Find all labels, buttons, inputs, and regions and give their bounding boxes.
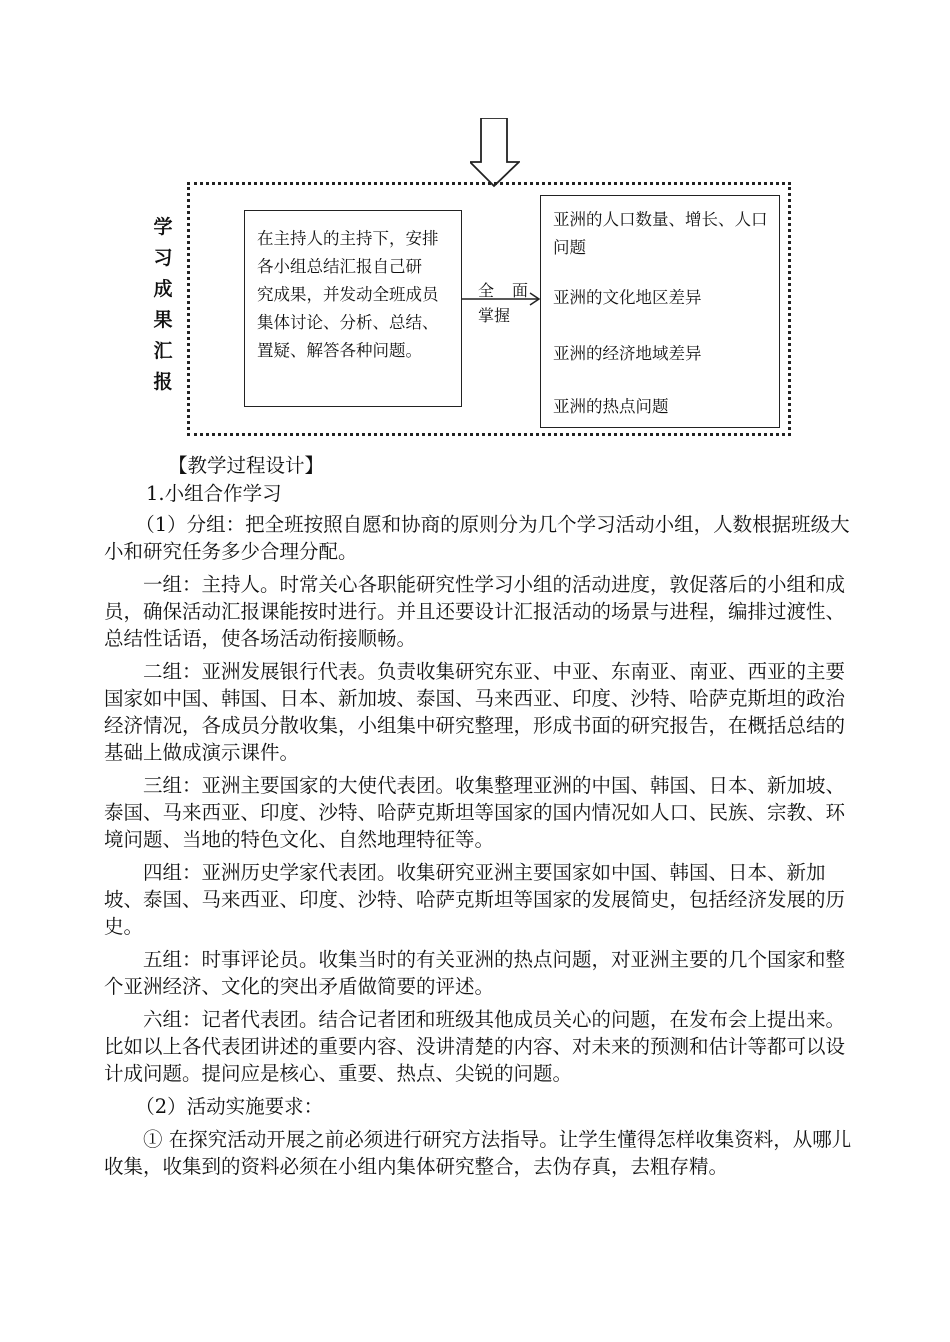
paragraph: （1）分组：把全班按照自愿和协商的原则分为几个学习活动小组，人数根据班级大小和研究任务多少合理分配。 xyxy=(104,513,850,563)
flow-diagram xyxy=(0,0,950,450)
section-title: 【教学过程设计】 xyxy=(168,454,325,477)
vertical-label-char: 成 xyxy=(153,278,173,300)
paragraph: 一组：主持人。时常关心各职能研究性学习小组的活动进度，敦促落后的小组和成员，确保活动汇报课能按时进行。并且还要设计汇报活动的场景与进程，编排过渡性、总结性话语，使各场活动衔接顺畅。 xyxy=(104,573,846,650)
topic-item: 亚洲的文化地区差异 xyxy=(553,288,702,307)
host-summary-box xyxy=(244,210,462,407)
box-line: 各小组总结汇报自己研 xyxy=(257,257,422,276)
vertical-label-char: 果 xyxy=(153,309,173,331)
connector-label-top: 全面 xyxy=(478,281,547,300)
vertical-label-char: 报 xyxy=(153,371,173,393)
box-line: 在主持人的主持下，安排 xyxy=(257,229,439,248)
box-line: 置疑、解答各种问题。 xyxy=(257,341,422,360)
document-body xyxy=(104,452,864,1186)
requirement-item: ① 在探究活动开展之前必须进行研究方法指导。让学生懂得怎样收集资料，从哪儿收集，收集到的资料必须在小组内集体研究整合，去伪存真，去粗存精。 xyxy=(104,1128,852,1178)
paragraph: 六组：记者代表团。结合记者团和班级其他成员关心的问题，在发布会上提出来。比如以上各代表团讲述的重要内容、没讲清楚的内容、对未来的预测和估计等都可以设计成问题。提问应是核心、重要、热点、尖锐的问题。 xyxy=(104,1008,846,1085)
topic-item: 亚洲的人口数量、增长、人口问题 xyxy=(553,210,768,257)
paragraph: 四组：亚洲历史学家代表团。收集研究亚洲主要国家如中国、韩国、日本、新加坡、泰国、马来西亚、印度、沙特、哈萨克斯坦等国家的发展简史，包括经济发展的历史。 xyxy=(104,861,846,938)
subsection-title: 1.小组合作学习 xyxy=(146,482,282,505)
requirements-title: （2）活动实施要求： xyxy=(135,1095,324,1118)
vertical-label-char: 学 xyxy=(153,216,173,238)
down-arrow-icon xyxy=(470,118,520,188)
vertical-label-char: 汇 xyxy=(153,340,173,362)
paragraph: 二组：亚洲发展银行代表。负责收集研究东亚、中亚、东南亚、南亚、西亚的主要国家如中国、韩国、日本、新加坡、泰国、马来西亚、印度、沙特、哈萨克斯坦的政治经济情况，各成员分散收集，小组集中研究整理，形成书面的研究报告，在概括总结的基础上做成演示课件。 xyxy=(104,660,846,764)
topic-item: 亚洲的经济地域差异 xyxy=(553,344,702,363)
paragraph: 三组：亚洲主要国家的大使代表团。收集整理亚洲的中国、韩国、日本、新加坡、泰国、马来西亚、印度、沙特、哈萨克斯坦等国家的国内情况如人口、民族、宗教、环境问题、当地的特色文化、自然地理特征等。 xyxy=(104,774,846,851)
box-line: 集体讨论、分析、总结、 xyxy=(257,313,439,332)
paragraph: 五组：时事评论员。收集当时的有关亚洲的热点问题，对亚洲主要的几个国家和整个亚洲经济、文化的突出矛盾做简要的评述。 xyxy=(104,948,846,998)
box-line: 究成果，并发动全班成员 xyxy=(257,285,439,304)
topic-item: 亚洲的热点问题 xyxy=(553,397,669,416)
topics-box xyxy=(540,195,780,428)
vertical-label xyxy=(150,212,176,398)
connector-label-bottom: 掌握 xyxy=(478,306,511,325)
vertical-label-char: 习 xyxy=(153,247,173,269)
